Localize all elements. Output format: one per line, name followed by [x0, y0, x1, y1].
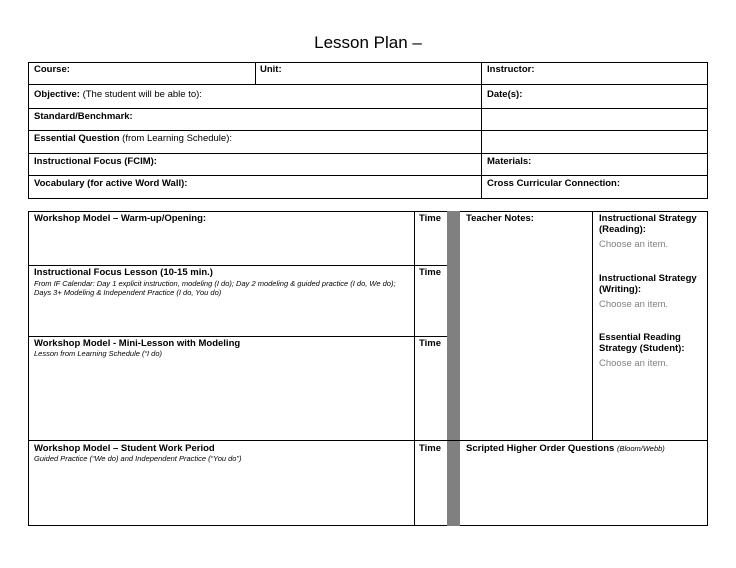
- scripted-questions-label: [466, 443, 665, 454]
- header-divider: [28, 153, 708, 154]
- strategy-reading-dropdown[interactable]: Choose an item.: [599, 239, 669, 250]
- scripted-questions-title: Scripted Higher Order Questions: [466, 443, 615, 454]
- unit-label: Unit:: [260, 64, 282, 75]
- essential-reading-label: Essential Reading: [599, 332, 681, 343]
- time-label: Time: [419, 213, 442, 224]
- strategy-writing-dropdown[interactable]: Choose an item.: [599, 299, 669, 310]
- time-label: Time: [419, 267, 442, 278]
- focus-lesson-note: Days 3+ Modeling & Independent Practice (I do, You do): [34, 288, 222, 297]
- essential-reading-dropdown[interactable]: Choose an item.: [599, 358, 669, 369]
- essential-question-hint: (from Learning Schedule):: [122, 133, 233, 144]
- header-divider: [481, 62, 482, 199]
- header-divider: [28, 175, 708, 176]
- objective-label: [34, 89, 202, 100]
- student-work-note: Guided Practice (“We do) and Independent Practice (“You do”): [34, 454, 242, 463]
- strategy-writing-label: (Writing):: [599, 284, 642, 295]
- header-divider: [28, 84, 708, 85]
- workshop-divider: [28, 440, 708, 441]
- time-label: Time: [419, 338, 442, 349]
- workshop-divider: [592, 211, 593, 440]
- essential-reading-label: Strategy (Student):: [599, 343, 685, 354]
- instructor-label: Instructor:: [487, 64, 535, 75]
- mini-lesson-note: Lesson from Learning Schedule (“I do): [34, 349, 162, 358]
- workshop-divider: [28, 265, 447, 266]
- strategy-reading-label: Instructional Strategy: [599, 213, 697, 224]
- header-divider: [255, 62, 256, 84]
- header-divider: [28, 108, 708, 109]
- essential-question-label: [34, 133, 232, 144]
- focus-lesson-note: From IF Calendar: Day 1 explicit instruction, modeling (I do); Day 2 modeling & guided practice (I do, We do);: [34, 279, 396, 288]
- objective-title: Objective:: [34, 89, 80, 100]
- time-label: Time: [419, 443, 442, 454]
- teacher-notes-label: Teacher Notes:: [466, 213, 534, 224]
- header-divider: [28, 130, 708, 131]
- dates-label: Date(s):: [487, 89, 523, 100]
- gray-separator-bar: [447, 211, 460, 526]
- cross-curricular-label: Cross Curricular Connection:: [487, 178, 621, 189]
- mini-lesson-label: Workshop Model - Mini-Lesson with Modeling: [34, 338, 241, 349]
- instructional-focus-label: Instructional Focus (FCIM):: [34, 156, 157, 167]
- materials-label: Materials:: [487, 156, 532, 167]
- workshop-divider: [28, 336, 447, 337]
- course-label: Course:: [34, 64, 70, 75]
- workshop-divider: [414, 211, 415, 526]
- objective-hint: (The student will be able to):: [82, 89, 202, 100]
- strategy-reading-label: (Reading):: [599, 224, 646, 235]
- vocabulary-label: Vocabulary (for active Word Wall):: [34, 178, 188, 189]
- standard-label: Standard/Benchmark:: [34, 111, 133, 122]
- scripted-questions-hint: (Bloom/Webb): [616, 444, 665, 453]
- essential-question-title: Essential Question: [34, 133, 120, 144]
- student-work-label: Workshop Model – Student Work Period: [34, 443, 215, 454]
- focus-lesson-label: Instructional Focus Lesson (10-15 min.): [34, 267, 213, 278]
- strategy-writing-label: Instructional Strategy: [599, 273, 697, 284]
- page-title: Lesson Plan –: [314, 33, 422, 52]
- warmup-label: Workshop Model – Warm-up/Opening:: [34, 213, 207, 224]
